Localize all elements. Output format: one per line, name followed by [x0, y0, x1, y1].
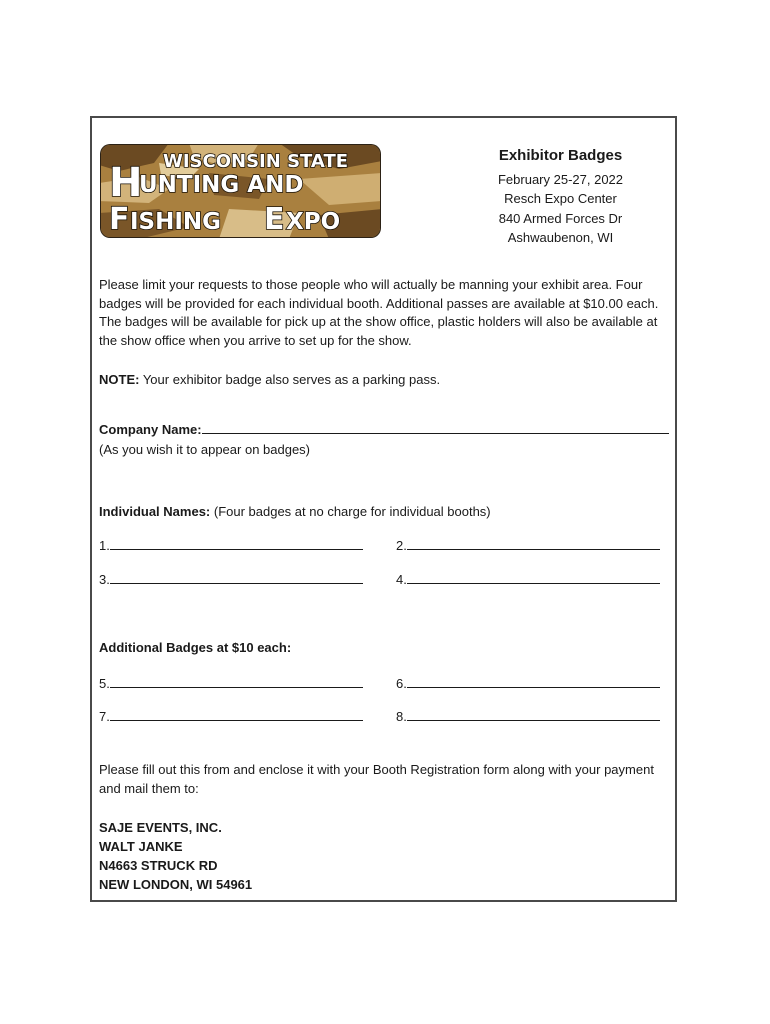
name-slot-1	[99, 537, 363, 553]
name-slot-2	[396, 537, 660, 553]
note-label: NOTE:	[99, 372, 140, 387]
slot-number: 3.	[99, 572, 110, 587]
logo-line1: WISCONSIN STATE	[163, 151, 349, 172]
additional-badges-heading: Additional Badges at $10 each:	[99, 640, 292, 655]
logo-cap-f: F	[109, 202, 130, 237]
event-street: 840 Armed Forces Dr	[498, 210, 623, 226]
company-name-row	[99, 421, 674, 440]
individual-names-label: Individual Names:	[99, 504, 211, 519]
slot-number: 8.	[396, 709, 407, 724]
logo-cap-e: E	[264, 202, 285, 237]
name-field-5[interactable]	[110, 675, 363, 688]
logo-cap-h: H	[109, 160, 143, 206]
address-line-street: N4663 STRUCK RD	[99, 858, 218, 873]
intro-paragraph: Please limit your requests to those people who will actually be manning your exhibit area. Four badges will be provided for each individual booth. Additional passes are available at $10.00 each. The badges will be available for pick up at the show office, plastic holders will also be available at the show office when you arrive to set up for the show.	[99, 277, 659, 348]
slot-number: 1.	[99, 538, 110, 553]
event-info	[478, 146, 643, 248]
name-slot-6	[396, 675, 660, 691]
slot-number: 2.	[396, 538, 407, 553]
logo-line3b: XPO	[286, 209, 341, 235]
name-field-4[interactable]	[407, 571, 660, 584]
name-slot-5	[99, 675, 363, 691]
name-field-3[interactable]	[110, 571, 363, 584]
company-name-field[interactable]	[202, 421, 669, 434]
slot-number: 7.	[99, 709, 110, 724]
name-slot-8	[396, 708, 660, 724]
logo-line2: UNTING AND	[139, 172, 304, 198]
name-slot-7	[99, 708, 363, 724]
name-field-2[interactable]	[407, 537, 660, 550]
slot-number: 4.	[396, 572, 407, 587]
expo-logo	[99, 143, 382, 239]
form-title: Exhibitor Badges	[498, 147, 623, 164]
event-city: Ashwaubenon, WI	[507, 230, 614, 245]
name-slot-3	[99, 571, 363, 587]
company-name-label: Company Name:	[99, 422, 202, 437]
address-line-name: WALT JANKE	[99, 839, 183, 854]
name-field-6[interactable]	[407, 675, 660, 688]
logo-line3a: ISHING	[130, 209, 222, 235]
name-field-7[interactable]	[110, 708, 363, 721]
individual-names-heading	[99, 503, 491, 522]
slot-number: 6.	[396, 676, 407, 691]
mailing-address	[99, 818, 252, 894]
note-text: Your exhibitor badge also serves as a parking pass.	[139, 372, 441, 387]
name-field-1[interactable]	[110, 537, 363, 550]
instructions-paragraph: Please fill out this from and enclose it with your Booth Registration form along with your payment and mail them to:	[99, 762, 654, 796]
address-line-company: SAJE EVENTS, INC.	[99, 820, 222, 835]
event-dates: February 25-27, 2022	[497, 171, 624, 187]
address-line-city: NEW LONDON, WI 54961	[99, 877, 253, 892]
name-slot-4	[396, 571, 660, 587]
individual-names-hint: (Four badges at no charge for individual booths)	[210, 504, 491, 519]
company-name-hint: (As you wish it to appear on badges)	[99, 442, 311, 457]
slot-number: 5.	[99, 676, 110, 691]
note-paragraph	[99, 371, 664, 390]
name-field-8[interactable]	[407, 708, 660, 721]
event-venue: Resch Expo Center	[504, 191, 617, 206]
